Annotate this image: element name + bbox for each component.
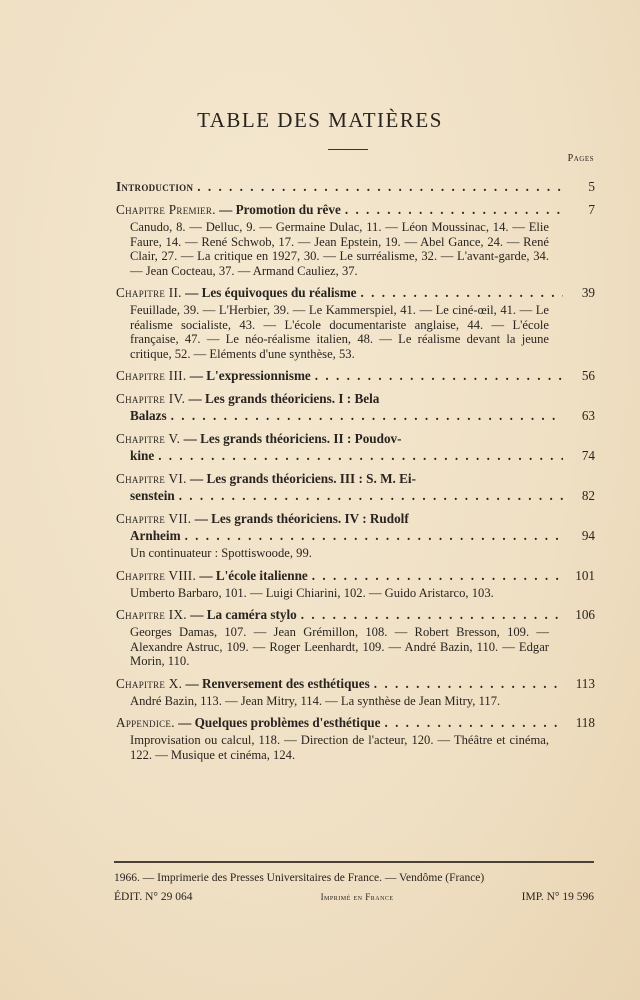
dot-leader	[315, 367, 563, 384]
dot-leader	[158, 447, 563, 464]
dot-leader	[374, 675, 563, 692]
dot-leader	[312, 567, 563, 584]
entry-heading: — Les grands théoriciens. II : Poudov-	[183, 431, 402, 446]
toc-entry-chapter-5	[116, 430, 595, 464]
entry-heading-continued: Balazs	[130, 408, 167, 423]
entry-heading: — Renversement des esthétiques	[185, 675, 370, 691]
entry-heading: — Les équivoques du réalisme	[185, 285, 357, 300]
entry-label: Chapitre VII.	[116, 511, 192, 526]
entry-label: Introduction	[116, 179, 194, 194]
printer-line	[114, 872, 594, 884]
dot-leader	[185, 527, 563, 544]
entry-page: 113	[575, 675, 595, 691]
impression-number: IMP. N° 19 596	[521, 891, 594, 903]
toc-entry-chapter-8	[116, 567, 595, 601]
entry-label: Appendice.	[116, 715, 175, 730]
dot-leader	[384, 714, 563, 731]
toc-entry-chapter-10	[116, 675, 595, 709]
toc-entry-chapter-3	[116, 367, 595, 384]
entry-details: Un continuateur : Spottiswoode, 99.	[130, 546, 312, 560]
edition-number: ÉDIT. N° 29 064	[114, 891, 193, 903]
toc-entry-appendix	[116, 714, 595, 762]
dot-leader	[197, 178, 563, 195]
entry-heading: — Les grands théoriciens. IV : Rudolf	[194, 511, 409, 526]
footer-rule	[114, 861, 594, 863]
printer-line-text: 1966. — Imprimerie des Presses Universitaires de France. — Vendôme (France)	[114, 872, 485, 884]
entry-page: 106	[575, 607, 595, 622]
entry-label: Chapitre II.	[116, 285, 182, 300]
dot-leader	[361, 284, 563, 301]
toc-entry-chapter-2	[116, 284, 595, 361]
entry-page: 56	[581, 368, 595, 383]
entry-page: 39	[581, 285, 595, 300]
entry-heading-continued: senstein	[130, 488, 175, 503]
toc-entry-chapter-6	[116, 470, 595, 504]
entry-details: André Bazin, 113. — Jean Mitry, 114. — La synthèse de Jean Mitry, 117.	[130, 693, 501, 708]
pages-column-label: Pages	[567, 153, 594, 164]
dot-leader	[301, 606, 563, 623]
table-of-contents	[116, 178, 595, 768]
entry-label: Chapitre X.	[116, 675, 183, 691]
entry-heading: — La caméra stylo	[190, 607, 297, 622]
entry-page: 101	[575, 567, 595, 583]
dot-leader	[179, 487, 563, 504]
entry-details: Umberto Barbaro, 101. — Luigi Chiarini, 102. — Guido Aristarco, 103.	[130, 585, 494, 600]
printed-in-label: Imprimé en France	[320, 892, 394, 902]
entry-label: Chapitre VIII.	[116, 567, 197, 583]
entry-details: Georges Damas, 107. — Jean Grémillon, 108. — Robert Bresson, 109. — Alexandre Astruc, 109. — Roger Leenhardt, 109. — André Bazin, 110. — Edgar Morin, 110.	[130, 625, 549, 668]
entry-label: Chapitre III.	[116, 368, 187, 383]
dot-leader	[345, 201, 563, 218]
toc-entry-chapter-9	[116, 606, 595, 669]
entry-label: Chapitre V.	[116, 431, 181, 446]
entry-details: Improvisation ou calcul, 118. — Direction de l'acteur, 120. — Théâtre et cinéma, 122. — Musique et cinéma, 124.	[130, 733, 549, 762]
page-title: TABLE DES MATIÈRES	[197, 108, 443, 132]
entry-heading: — Les grands théoriciens. III : S. M. Ei-	[189, 471, 416, 486]
entry-page: 74	[581, 448, 595, 463]
title-rule	[328, 149, 368, 150]
entry-heading: — Les grands théoriciens. I : Bela	[188, 391, 380, 406]
entry-page: 94	[581, 528, 595, 543]
entry-page: 82	[581, 488, 595, 503]
entry-heading: — L'expressionnisme	[189, 368, 311, 383]
entry-heading: — Promotion du rêve	[219, 202, 341, 217]
entry-heading-continued: Arnheim	[130, 528, 181, 543]
colophon-line	[114, 891, 594, 903]
entry-details: Canudo, 8. — Delluc, 9. — Germaine Dulac, 11. — Léon Moussinac, 14. — Elie Faure, 14. — René Schwob, 17. — Jean Epstein, 19. — Abel Gance, 24. — René Clair, 27. — La critique en 1927, 30. — Le surréalisme, 32. — L'avant-garde, 34. — Jean Cocteau, 37. — Armand Cauliez, 37.	[130, 220, 549, 278]
toc-entry-chapter-4	[116, 390, 595, 424]
toc-entry-chapter-1	[116, 201, 595, 278]
entry-heading: — Quelques problèmes d'esthétique	[178, 715, 381, 730]
entry-heading: — L'école italienne	[199, 567, 308, 583]
toc-entry-chapter-7	[116, 510, 595, 561]
entry-label: Chapitre IV.	[116, 391, 186, 406]
entry-page: 7	[588, 202, 595, 217]
entry-label: Chapitre VI.	[116, 471, 187, 486]
dot-leader	[171, 407, 563, 424]
entry-label: Chapitre Premier.	[116, 202, 216, 217]
entry-details: Feuillade, 39. — L'Herbier, 39. — Le Kammerspiel, 41. — Le ciné-œil, 41. — Le réalisme socialiste, 43. — L'école documentariste anglaise, 44. — L'école française, 47. — Le néo-réalisme italien, 48. — Le réalisme devant la jeune critique, 52. — Eléments d'une synthèse, 53.	[130, 303, 549, 361]
entry-label: Chapitre IX.	[116, 607, 187, 622]
toc-entry-introduction	[116, 178, 595, 195]
entry-page: 118	[575, 715, 595, 730]
entry-heading-continued: kine	[130, 448, 155, 463]
entry-page: 5	[588, 179, 595, 194]
entry-page: 63	[581, 408, 595, 423]
